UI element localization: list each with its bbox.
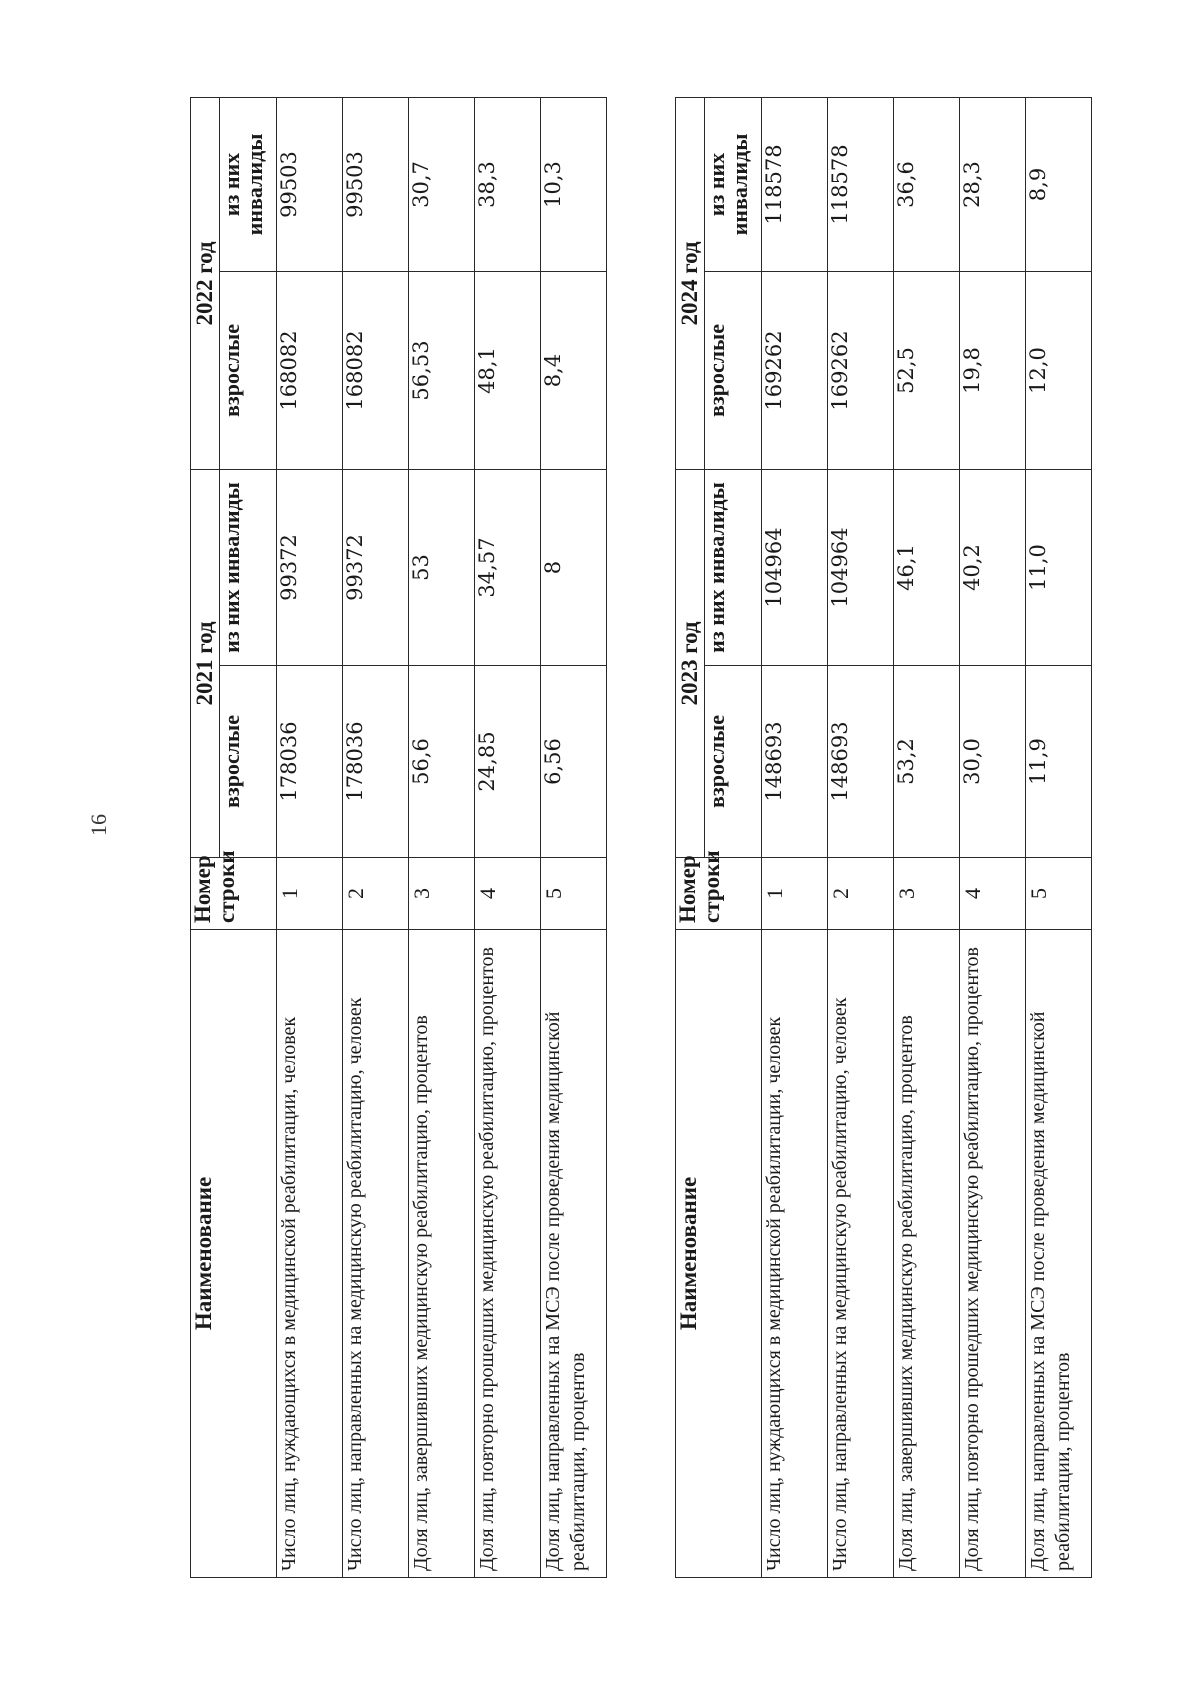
value-2023-disabled: 40,2 xyxy=(960,470,1026,666)
header-year-2023: 2023 год xyxy=(676,470,705,858)
row-name: Доля лиц, направленных на МСЭ после проведения медицинской реабилитации, процентов xyxy=(1026,930,1092,1578)
value-2023-adults: 11,9 xyxy=(1026,666,1092,858)
value-2021-disabled: 34,57 xyxy=(475,470,541,666)
header-disabled-2023: из них инвалиды xyxy=(705,470,762,666)
header-year-2024: 2024 год xyxy=(676,98,705,470)
header-name: Наименование xyxy=(191,930,277,1578)
table-row xyxy=(762,98,828,1578)
header-adults-2024: взрослые xyxy=(705,272,762,470)
value-2023-adults: 53,2 xyxy=(894,666,960,858)
table-row xyxy=(343,98,409,1578)
value-2023-disabled: 11,0 xyxy=(1026,470,1092,666)
value-2023-adults: 148693 xyxy=(828,666,894,858)
row-number: 5 xyxy=(541,858,607,930)
header-row-number: Номер строки xyxy=(676,858,762,930)
header-disabled-2022: из них инвалиды xyxy=(220,98,277,272)
value-2021-adults: 56,6 xyxy=(409,666,475,858)
value-2021-adults: 178036 xyxy=(343,666,409,858)
table-row xyxy=(475,98,541,1578)
value-2021-adults: 6,56 xyxy=(541,666,607,858)
row-name: Доля лиц, завершивших медицинскую реабилитацию, процентов xyxy=(894,930,960,1578)
value-2021-disabled: 8 xyxy=(541,470,607,666)
row-number: 2 xyxy=(828,858,894,930)
value-2021-adults: 178036 xyxy=(277,666,343,858)
rotated-table-2021-2022 xyxy=(190,97,607,1578)
page-number: 16 xyxy=(86,814,111,836)
row-name: Доля лиц, завершивших медицинскую реабилитацию, процентов xyxy=(409,930,475,1578)
row-name: Число лиц, направленных на медицинскую реабилитацию, человек xyxy=(343,930,409,1578)
row-name: Число лиц, нуждающихся в медицинской реабилитации, человек xyxy=(762,930,828,1578)
value-2023-disabled: 104964 xyxy=(828,470,894,666)
header-row-number: Номер строки xyxy=(191,858,277,930)
value-2022-adults: 168082 xyxy=(343,272,409,470)
value-2023-adults: 148693 xyxy=(762,666,828,858)
value-2022-adults: 48,1 xyxy=(475,272,541,470)
table-row xyxy=(277,98,343,1578)
row-number: 4 xyxy=(475,858,541,930)
rotated-table-2023-2024 xyxy=(675,97,1092,1578)
row-number: 1 xyxy=(277,858,343,930)
row-name: Число лиц, направленных на медицинскую реабилитацию, человек xyxy=(828,930,894,1578)
value-2022-disabled: 38,3 xyxy=(475,98,541,272)
value-2024-adults: 12,0 xyxy=(1026,272,1092,470)
value-2021-disabled: 99372 xyxy=(277,470,343,666)
row-number: 3 xyxy=(409,858,475,930)
header-year-2021: 2021 год xyxy=(191,470,220,858)
row-number: 2 xyxy=(343,858,409,930)
row-number: 3 xyxy=(894,858,960,930)
header-name: Наименование xyxy=(676,930,762,1578)
value-2024-disabled: 36,6 xyxy=(894,98,960,272)
value-2021-disabled: 53 xyxy=(409,470,475,666)
row-number: 1 xyxy=(762,858,828,930)
value-2024-disabled: 8,9 xyxy=(1026,98,1092,272)
row-name: Доля лиц, повторно прошедших медицинскую реабилитацию, процентов xyxy=(475,930,541,1578)
value-2024-adults: 52,5 xyxy=(894,272,960,470)
row-name: Доля лиц, повторно прошедших медицинскую реабилитацию, процентов xyxy=(960,930,1026,1578)
header-disabled-2021: из них инвалиды xyxy=(220,470,277,666)
value-2022-adults: 8,4 xyxy=(541,272,607,470)
row-name: Доля лиц, направленных на МСЭ после проведения медицинской реабилитации, процентов xyxy=(541,930,607,1578)
value-2024-disabled: 28,3 xyxy=(960,98,1026,272)
value-2021-adults: 24,85 xyxy=(475,666,541,858)
value-2022-adults: 56,53 xyxy=(409,272,475,470)
header-year-2022: 2022 год xyxy=(191,98,220,470)
row-name: Число лиц, нуждающихся в медицинской реабилитации, человек xyxy=(277,930,343,1578)
value-2022-disabled: 30,7 xyxy=(409,98,475,272)
value-2022-disabled: 99503 xyxy=(343,98,409,272)
table-row xyxy=(541,98,607,1578)
value-2022-disabled: 99503 xyxy=(277,98,343,272)
value-2021-disabled: 99372 xyxy=(343,470,409,666)
table-row xyxy=(960,98,1026,1578)
value-2024-disabled: 118578 xyxy=(828,98,894,272)
header-adults-2021: взрослые xyxy=(220,666,277,858)
value-2024-disabled: 118578 xyxy=(762,98,828,272)
value-2024-adults: 169262 xyxy=(828,272,894,470)
value-2023-disabled: 46,1 xyxy=(894,470,960,666)
value-2023-adults: 30,0 xyxy=(960,666,1026,858)
header-adults-2022: взрослые xyxy=(220,272,277,470)
value-2022-adults: 168082 xyxy=(277,272,343,470)
table-row xyxy=(894,98,960,1578)
value-2024-adults: 19,8 xyxy=(960,272,1026,470)
table-row xyxy=(828,98,894,1578)
header-disabled-2024: из них инвалиды xyxy=(705,98,762,272)
value-2024-adults: 169262 xyxy=(762,272,828,470)
header-adults-2023: взрослые xyxy=(705,666,762,858)
value-2022-disabled: 10,3 xyxy=(541,98,607,272)
value-2023-disabled: 104964 xyxy=(762,470,828,666)
row-number: 5 xyxy=(1026,858,1092,930)
rehab-table-2023-2024 xyxy=(675,97,1092,1578)
row-number: 4 xyxy=(960,858,1026,930)
table-row xyxy=(1026,98,1092,1578)
rehab-table-2021-2022 xyxy=(190,97,607,1578)
table-row xyxy=(409,98,475,1578)
